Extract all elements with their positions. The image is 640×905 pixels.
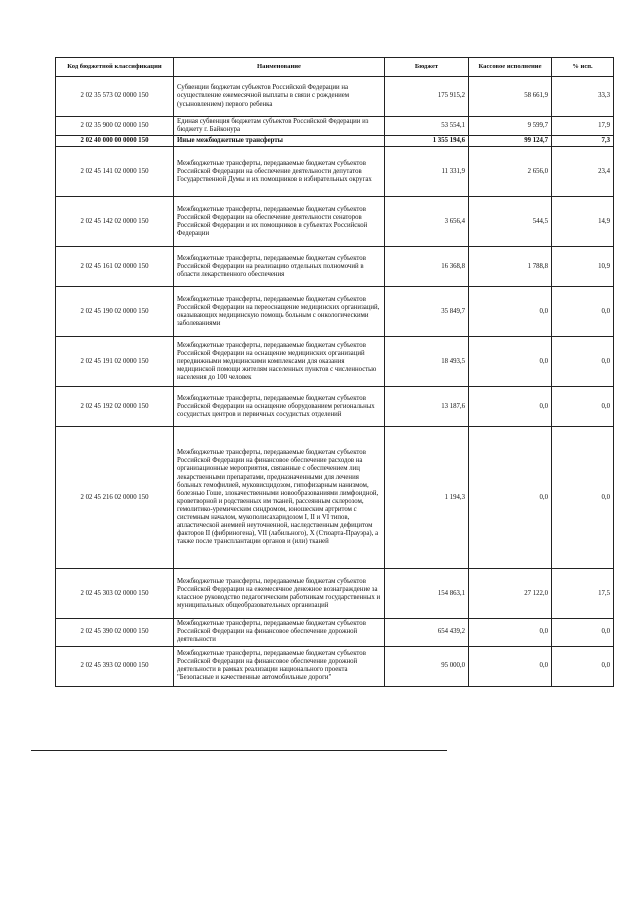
header-percent: % исп. <box>552 58 614 77</box>
row-percent: 17,9 <box>552 117 614 136</box>
row-budget: 35 849,7 <box>385 287 469 337</box>
row-name: Межбюджетные трансферты, передаваемые бюджетам субъектов Российской Федерации на оснащение медицинских организаций передвижными медицинскими комплексами для оказания медицинской помощи жителям населенных пунктов с численностью населения до 100 человек <box>174 337 385 387</box>
row-code: 2 02 45 191 02 0000 150 <box>56 337 174 387</box>
row-code: 2 02 45 190 02 0000 150 <box>56 287 174 337</box>
row-execution: 99 124,7 <box>469 136 552 147</box>
row-percent: 0,0 <box>552 619 614 646</box>
table-row <box>56 247 614 287</box>
row-execution: 0,0 <box>469 427 552 569</box>
row-name: Межбюджетные трансферты, передаваемые бюджетам субъектов Российской Федерации на финансовое обеспечение дорожной деятельности в рамках реализации национального проекта "Безопасные и качественные автомобильные дороги" <box>174 646 385 686</box>
row-code: 2 02 45 142 02 0000 150 <box>56 197 174 247</box>
row-name: Межбюджетные трансферты, передаваемые бюджетам субъектов Российской Федерации на обеспечение деятельности сенаторов Российской Федерации и их помощников в субъектах Российской Федерации <box>174 197 385 247</box>
row-execution: 0,0 <box>469 287 552 337</box>
row-execution: 0,0 <box>469 337 552 387</box>
row-percent: 0,0 <box>552 387 614 427</box>
row-percent: 0,0 <box>552 287 614 337</box>
row-budget: 175 915,2 <box>385 77 469 117</box>
row-percent: 17,5 <box>552 569 614 619</box>
row-execution: 544,5 <box>469 197 552 247</box>
budget-table <box>55 57 614 687</box>
table-row <box>56 136 614 147</box>
row-code: 2 02 45 303 02 0000 150 <box>56 569 174 619</box>
table-row <box>56 147 614 197</box>
row-percent: 33,3 <box>552 77 614 117</box>
row-execution: 58 661,9 <box>469 77 552 117</box>
row-execution: 2 656,0 <box>469 147 552 197</box>
table-row <box>56 287 614 337</box>
row-budget: 95 000,0 <box>385 646 469 686</box>
row-code: 2 02 45 141 02 0000 150 <box>56 147 174 197</box>
row-name: Межбюджетные трансферты, передаваемые бюджетам субъектов Российской Федерации на ежемесячное денежное вознаграждение за классное руководство педагогическим работникам государственных и муниципальных общеобразовательных организаций <box>174 569 385 619</box>
row-execution: 0,0 <box>469 387 552 427</box>
row-name: Межбюджетные трансферты, передаваемые бюджетам субъектов Российской Федерации на финансовое обеспечение расходов на организационные мероприятия, связанные с обеспечением лиц лекарственными препаратами, предназначенными для лечения больных гемофилией, муковисцидозом, гипофизарным нанизмом, болезнью Гоше, злокачественными новообразованиями лимфоидной, кроветворной и родственных им тканей, рассеянным склерозом, гемолитико-уремическим синдромом, юношеским артритом с системным началом, мукополисахаридозом I, II и VI типов, апластической анемией неуточненной, наследственным дефицитом факторов II (фибриногена), VII (лабильного), X (Стюарта-Прауэра), а также после трансплантации органов и (или) тканей <box>174 427 385 569</box>
row-budget: 154 863,1 <box>385 569 469 619</box>
row-percent: 0,0 <box>552 427 614 569</box>
row-code: 2 02 35 900 02 0000 150 <box>56 117 174 136</box>
row-code: 2 02 45 216 02 0000 150 <box>56 427 174 569</box>
row-name: Субвенции бюджетам субъектов Российской Федерации на осуществление ежемесячной выплаты в связи с рождением (усыновлением) первого ребенка <box>174 77 385 117</box>
row-code: 2 02 45 161 02 0000 150 <box>56 247 174 287</box>
row-budget: 3 656,4 <box>385 197 469 247</box>
row-budget: 1 194,3 <box>385 427 469 569</box>
row-budget: 11 331,9 <box>385 147 469 197</box>
row-percent: 14,9 <box>552 197 614 247</box>
row-budget: 13 187,6 <box>385 387 469 427</box>
row-execution: 0,0 <box>469 619 552 646</box>
header-budget: Бюджет <box>385 58 469 77</box>
row-budget: 16 368,8 <box>385 247 469 287</box>
row-execution: 9 599,7 <box>469 117 552 136</box>
row-percent: 23,4 <box>552 147 614 197</box>
header-name: Наименование <box>174 58 385 77</box>
table-row <box>56 569 614 619</box>
bottom-rule <box>31 750 447 751</box>
table-row <box>56 619 614 646</box>
table-row <box>56 337 614 387</box>
table-body <box>56 77 614 687</box>
row-name: Иные межбюджетные трансферты <box>174 136 385 147</box>
row-name: Межбюджетные трансферты, передаваемые бюджетам субъектов Российской Федерации на переоснащение медицинских организаций, оказывающих медицинскую помощь больным с онкологическими заболеваниями <box>174 287 385 337</box>
row-name: Единая субвенция бюджетам субъектов Российской Федерации из бюджету г. Байконура <box>174 117 385 136</box>
row-code: 2 02 35 573 02 0000 150 <box>56 77 174 117</box>
table-row <box>56 77 614 117</box>
header-code: Код бюджетной классификации <box>56 58 174 77</box>
table-row <box>56 427 614 569</box>
row-budget: 1 355 194,6 <box>385 136 469 147</box>
row-code: 2 02 45 390 02 0000 150 <box>56 619 174 646</box>
row-percent: 0,0 <box>552 337 614 387</box>
header-execution: Кассовое исполнение <box>469 58 552 77</box>
row-execution: 27 122,0 <box>469 569 552 619</box>
table-row <box>56 197 614 247</box>
row-name: Межбюджетные трансферты, передаваемые бюджетам субъектов Российской Федерации на реализацию отдельных полномочий в области лекарственного обеспечения <box>174 247 385 287</box>
table-row <box>56 387 614 427</box>
row-budget: 18 493,5 <box>385 337 469 387</box>
row-code: 2 02 40 000 00 0000 150 <box>56 136 174 147</box>
row-budget: 654 439,2 <box>385 619 469 646</box>
table-row <box>56 646 614 686</box>
row-percent: 10,9 <box>552 247 614 287</box>
row-budget: 53 554,1 <box>385 117 469 136</box>
row-execution: 0,0 <box>469 646 552 686</box>
row-name: Межбюджетные трансферты, передаваемые бюджетам субъектов Российской Федерации на обеспечение деятельности депутатов Государственной Думы и их помощников в избирательных округах <box>174 147 385 197</box>
row-name: Межбюджетные трансферты, передаваемые бюджетам субъектов Российской Федерации на финансовое обеспечение дорожной деятельности <box>174 619 385 646</box>
row-percent: 7,3 <box>552 136 614 147</box>
row-code: 2 02 45 192 02 0000 150 <box>56 387 174 427</box>
row-percent: 0,0 <box>552 646 614 686</box>
table-row <box>56 117 614 136</box>
table-header-row <box>56 58 614 77</box>
row-code: 2 02 45 393 02 0000 150 <box>56 646 174 686</box>
row-execution: 1 788,8 <box>469 247 552 287</box>
row-name: Межбюджетные трансферты, передаваемые бюджетам субъектов Российской Федерации на оснащение оборудованием региональных сосудистых центров и первичных сосудистых отделений <box>174 387 385 427</box>
